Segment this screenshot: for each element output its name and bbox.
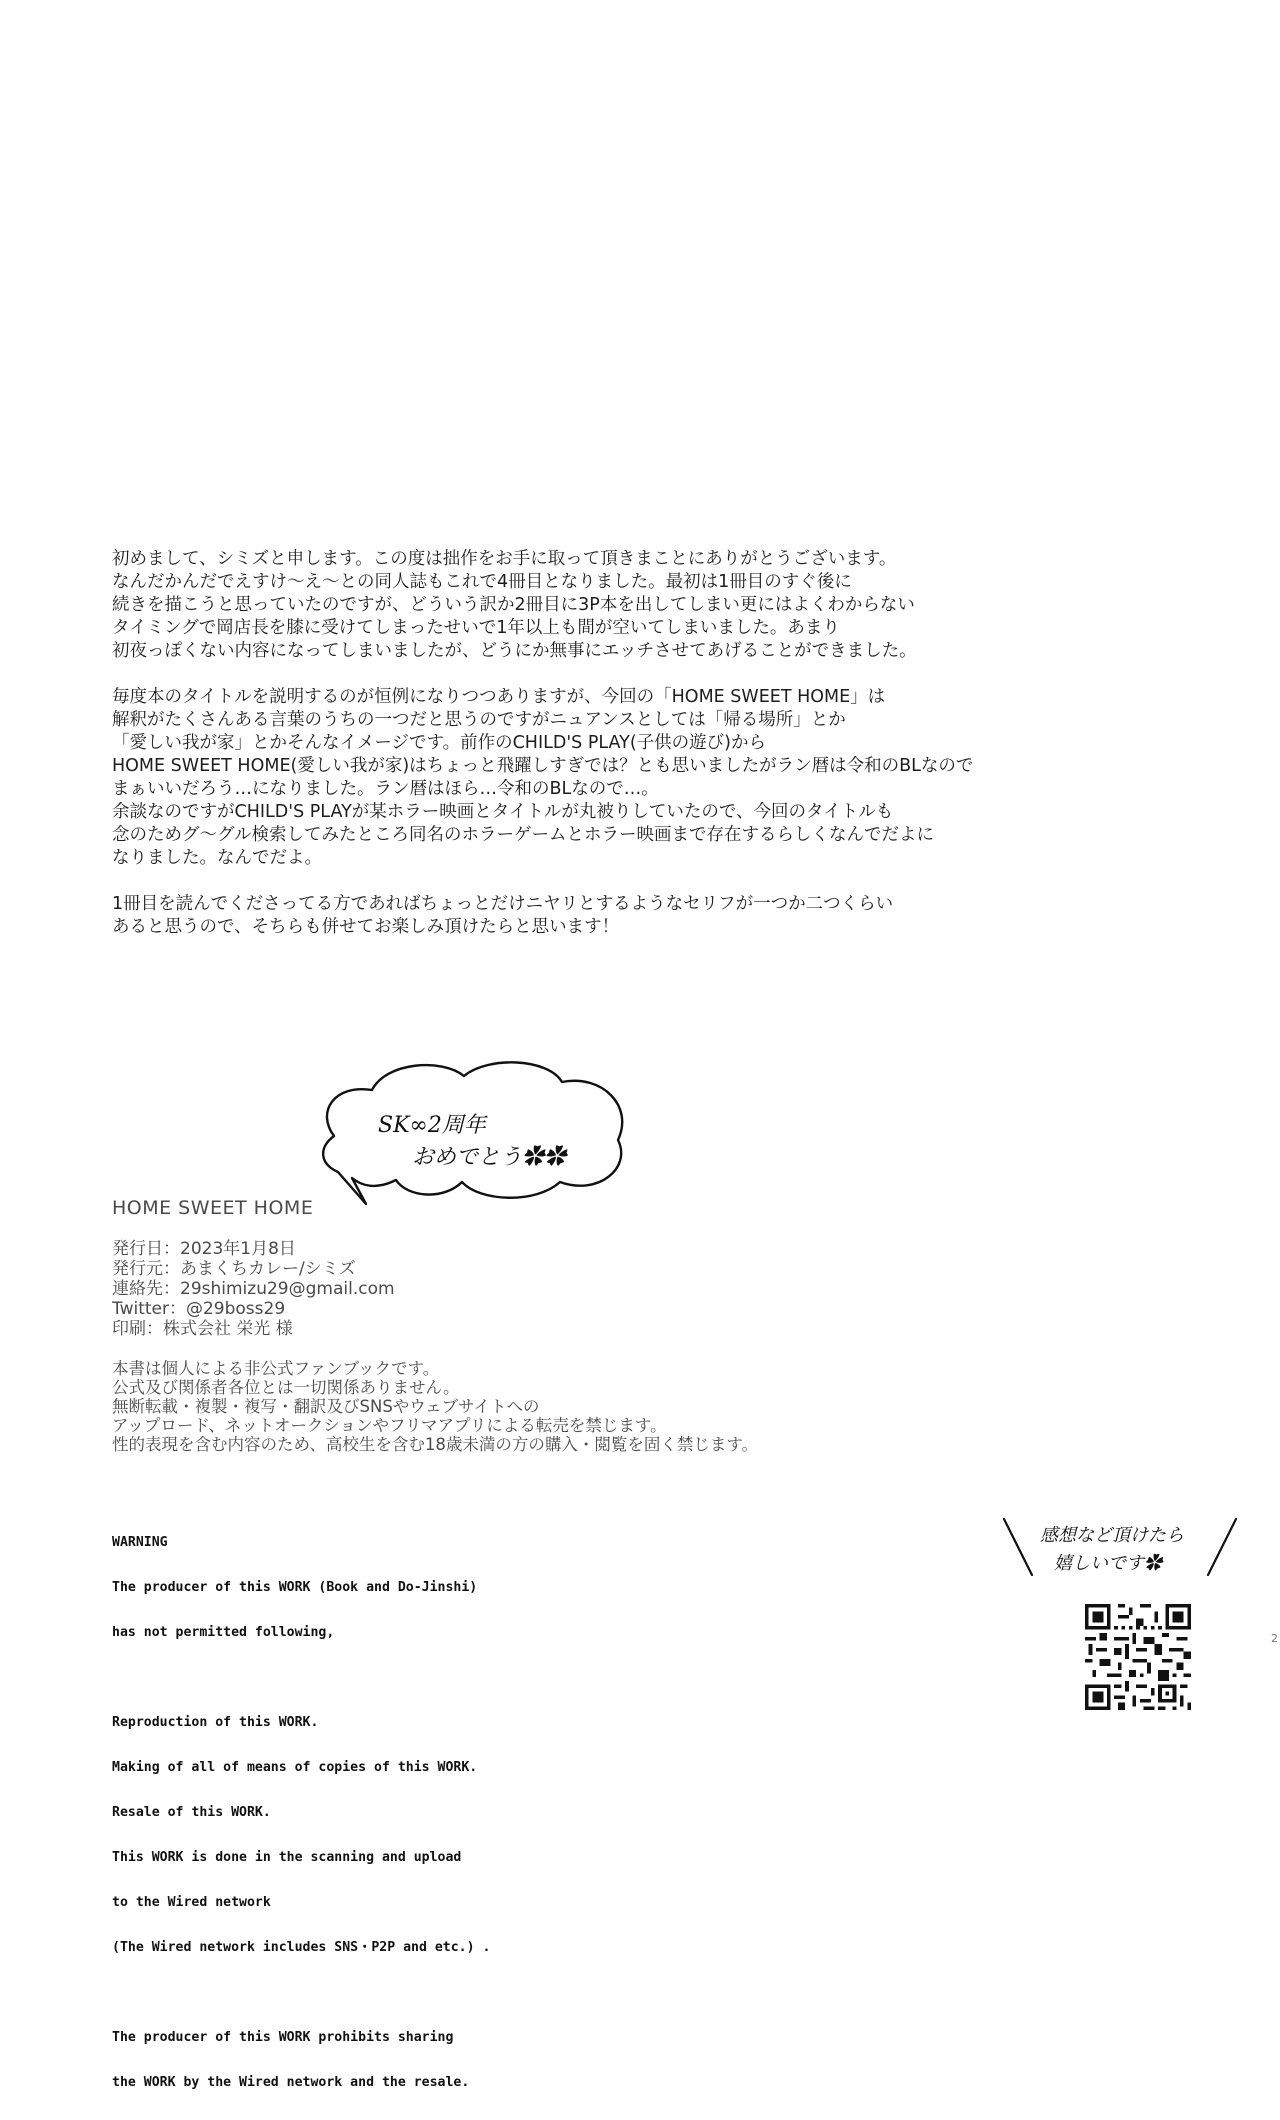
warning-line: Resale of this WORK. [112,1805,271,1820]
english-warning [112,1505,490,2120]
twitter-handle: Twitter：@29boss29 [112,1299,286,1319]
book-title: HOME SWEET HOME [112,1197,314,1219]
afterword-line: 1冊目を読んでくださってる方であればちょっとだけニヤリとするようなセリフが一つか二つくらい [112,894,894,914]
notice-line: 無断転載・複製・複写・翻訳及びSNSやウェブサイトへの [112,1397,540,1416]
afterword-paragraph-1 [112,548,1132,663]
request-line-1: 感想など頂けたら [1040,1525,1184,1546]
warning-line: to the Wired network [112,1895,271,1910]
warning-line: has not permitted following, [112,1625,335,1640]
afterword-line: あると思うので、そちらも併せてお楽しみ頂けたらと思います！ [112,917,620,937]
afterword-line: なりました。なんでだよ。 [112,848,322,868]
page-number: 2 [1271,1632,1278,1645]
publisher: 発行元：あまくちカレー/シミズ [112,1259,356,1279]
afterword-line: 初めまして、シミズと申します。この度は拙作をお手に取って頂きまことにありがとうございます。 [112,549,897,569]
afterword-line: 念のためグ〜グル検索してみたところ同名のホラーゲームとホラー映画まで存在するらしくなんでだよに [112,825,934,845]
feedback-request [1000,1505,1240,1595]
copyright-notice [112,1359,758,1454]
notice-line: 本書は個人による非公式ファンブックです。 [112,1359,440,1378]
warning-line: (The Wired network includes SNS・P2P and etc.) . [112,1940,491,1955]
afterword [112,548,1132,962]
afterword-line: 解釈がたくさんある言葉のうちの一つだと思うのですがニュアンスとしては「帰る場所」とか [112,710,846,730]
warning-line: Reproduction of this WORK. [112,1715,319,1730]
warning-line: WARNING [112,1535,168,1550]
printer: 印刷：株式会社 栄光 様 [112,1319,293,1339]
afterword-line: 初夜っぽくない内容になってしまいましたが、どうにか無事にエッチさせてあげることができました。 [112,641,917,661]
contact-email: 連絡先：29shimizu29@gmail.com [112,1279,395,1299]
afterword-line: 続きを描こうと思っていたのですが、どういう訳か2冊目に3P本を出してしまい更にはよくわからない [112,595,915,615]
afterword-paragraph-3 [112,893,1132,939]
warning-line: The producer of this WORK prohibits sharing [112,2030,454,2045]
afterword-line: 「愛しい我が家」とかそんなイメージです。前作のCHILD'S PLAY(子供の遊び)から [112,733,766,753]
qr-code [1085,1604,1191,1710]
request-line-2: 嬉しいです✿ [1054,1553,1162,1574]
afterword-paragraph-2 [112,686,1132,870]
publication-info [112,1239,758,1339]
warning-spacer [112,1985,490,2000]
warning-line: This WORK is done in the scanning and upload [112,1850,462,1865]
notice-line: 公式及び関係者各位とは一切関係ありません。 [112,1378,460,1397]
notice-line: アップロード、ネットオークションやフリマアプリによる転売を禁じます。 [112,1416,667,1435]
publish-date: 発行日：2023年1月8日 [112,1239,296,1259]
warning-line: The producer of this WORK (Book and Do-Jinshi) [112,1580,478,1595]
speech-bubble [312,1050,634,1220]
bubble-line-1: SK∞2周年 [378,1113,486,1138]
afterword-line: まぁいいだろう…になりました。ラン暦はほら…令和のBLなので…。 [112,779,659,799]
afterword-line: 余談なのですがCHILD'S PLAYが某ホラー映画とタイトルが丸被りしていたので、今回のタイトルも [112,802,894,822]
notice-line: 性的表現を含む内容のため、高校生を含む18歳未満の方の購入・閲覧を固く禁じます。 [112,1435,759,1454]
colophon [112,1197,758,1454]
afterword-line: 毎度本のタイトルを説明するのが恒例になりつつありますが、今回の「HOME SWEET HOME」は [112,687,886,707]
afterword-line: タイミングで岡店長を膝に受けてしまったせいで1年以上も間が空いてしまいました。あまり [112,618,840,638]
warning-spacer [112,1670,490,1685]
afterword-line: なんだかんだでえすけ〜え〜との同人誌もこれで4冊目となりました。最初は1冊目のすぐ後に [112,572,852,592]
warning-line: Making of all of means of copies of this WORK. [112,1760,478,1775]
bubble-line-2: おめでとう✿✿ [412,1145,567,1170]
afterword-line: HOME SWEET HOME(愛しい我が家)はちょっと飛躍しすぎでは？とも思いましたがラン暦は令和のBLなので [112,756,974,776]
warning-line: the WORK by the Wired network and the resale. [112,2075,470,2090]
